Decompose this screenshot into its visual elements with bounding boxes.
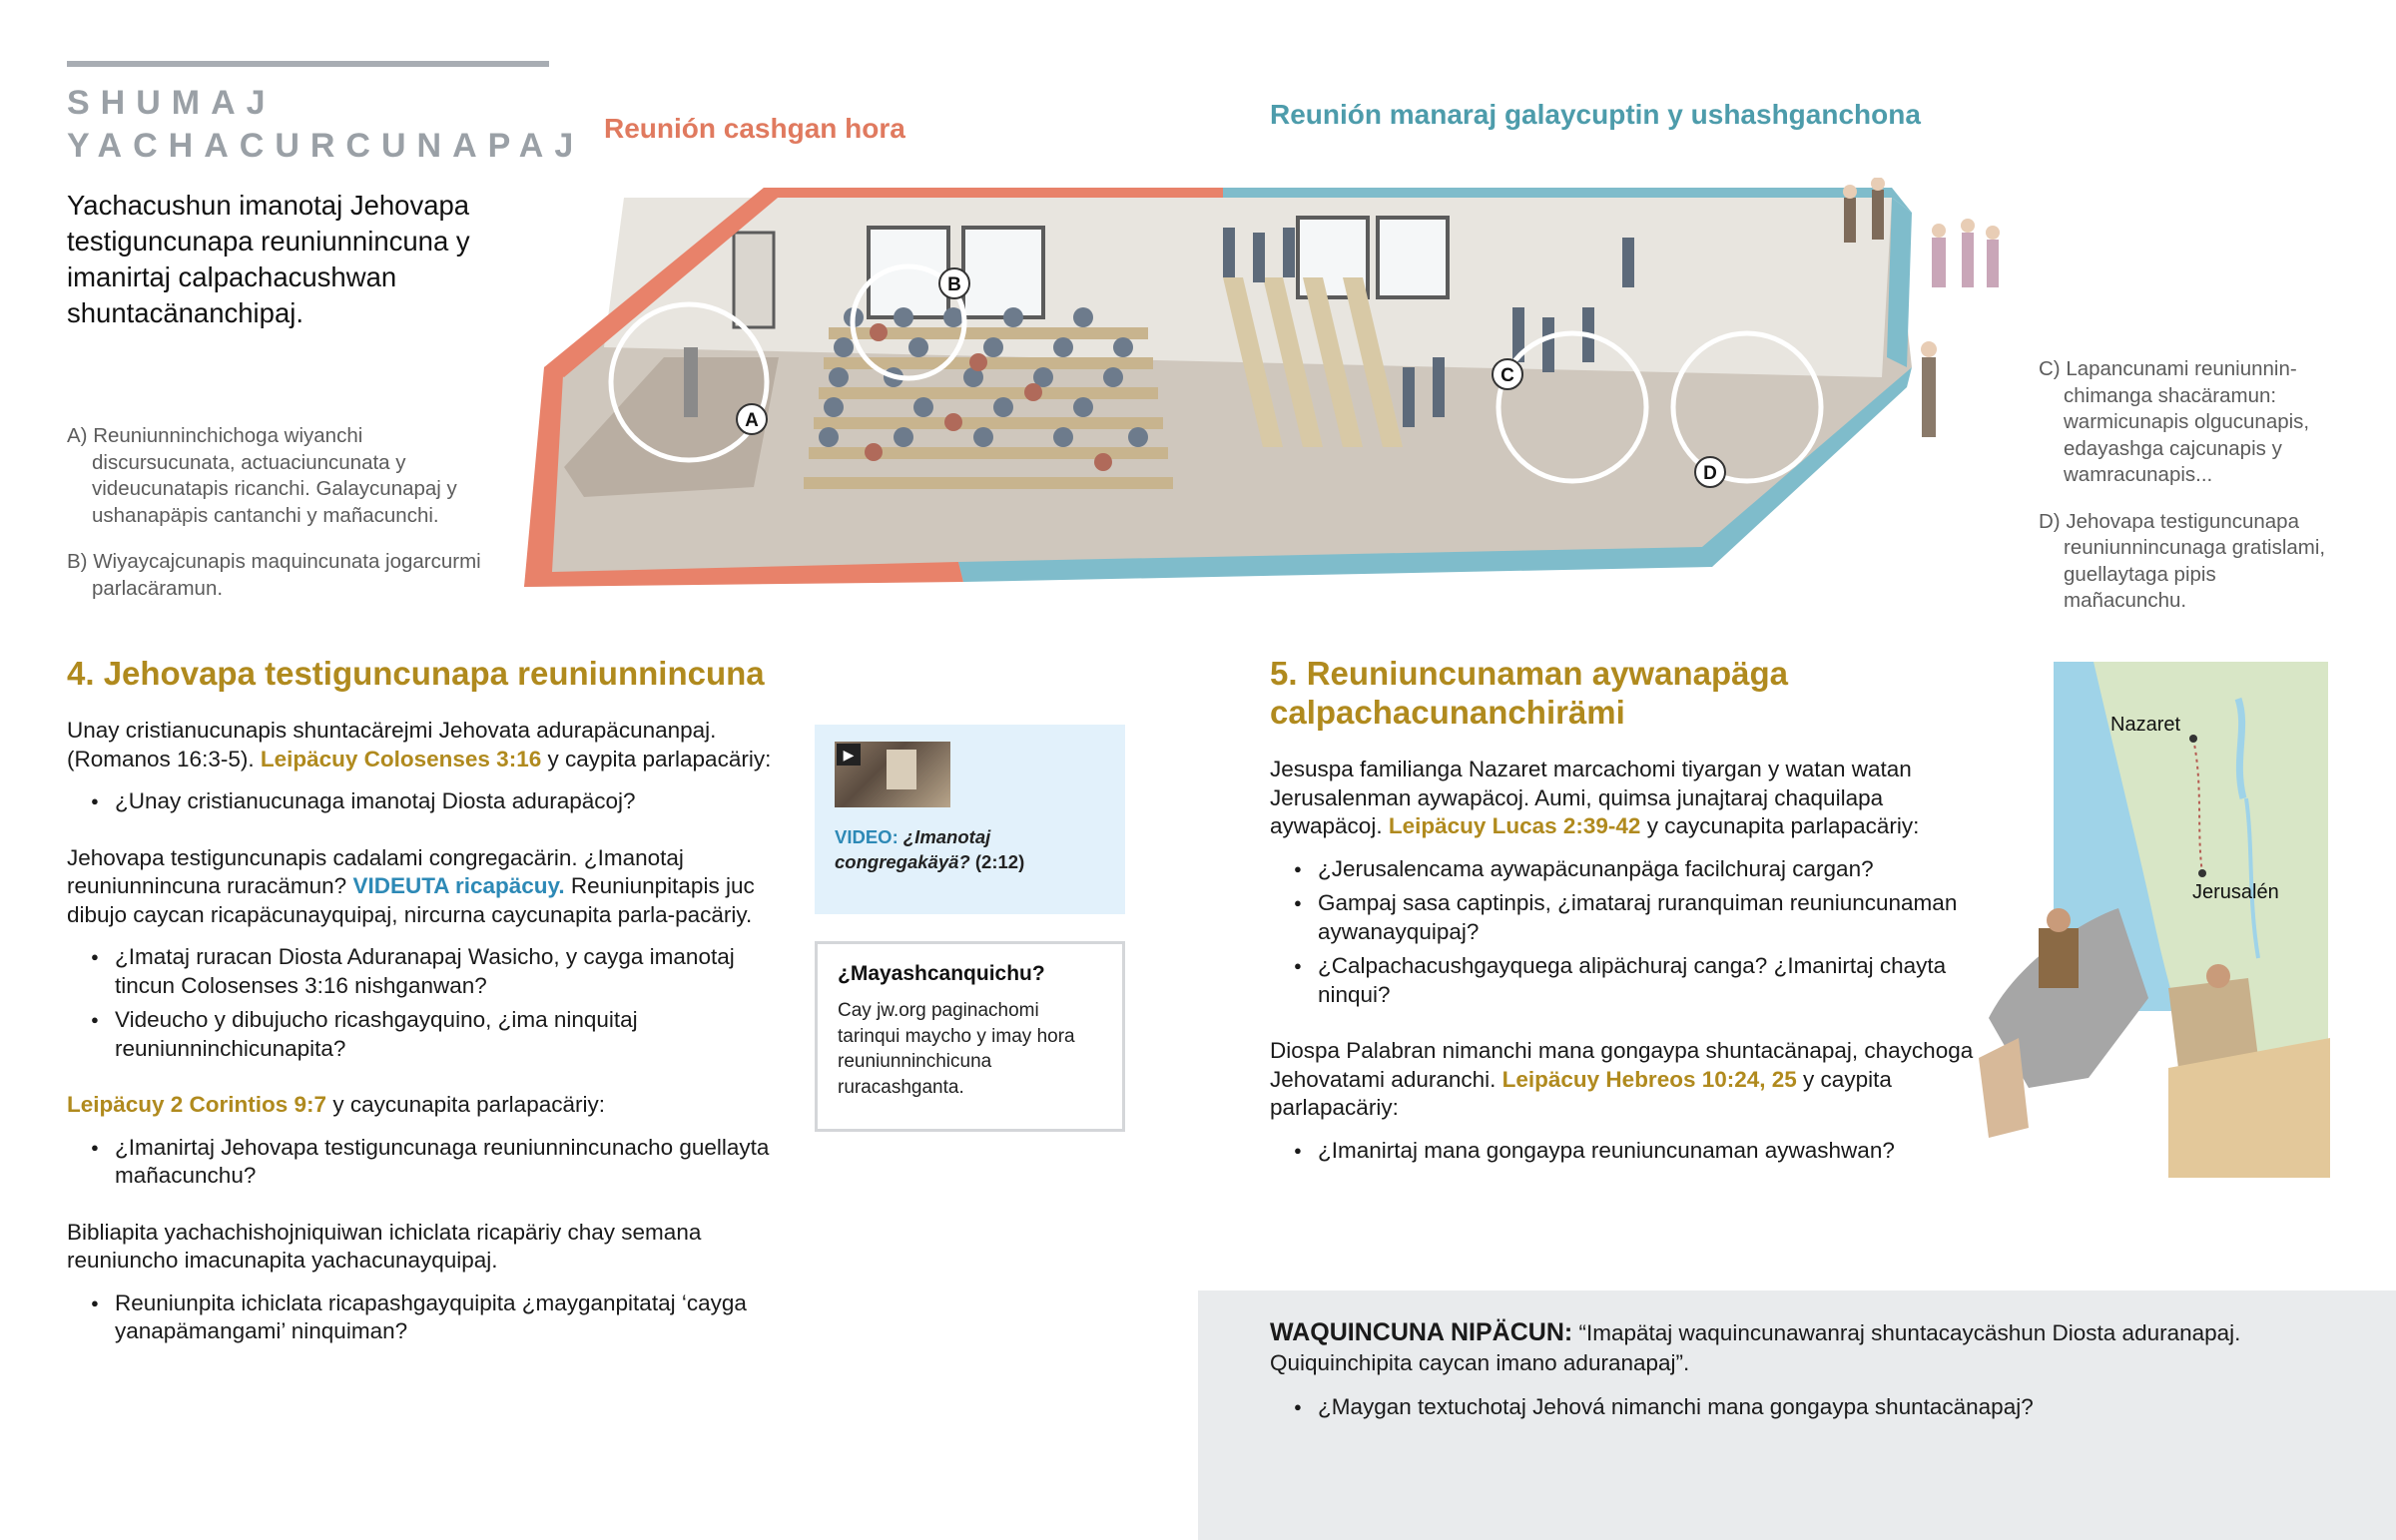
s4-question-2: ● ¿Imataj ruracan Diosta Aduranapaj Wasicho, y cayga imanotaj tincun Colosenses 3:16 nishganwan?: [67, 943, 786, 1000]
podium: [684, 347, 698, 417]
ref-lucas[interactable]: Leipäcuy Lucas 2:39-42: [1388, 813, 1641, 838]
homework: [1270, 1317, 2308, 1422]
did-you-know-box: [815, 941, 1125, 1132]
thumbnail-door: [887, 750, 916, 789]
homework-quote: “Imapätaj waquincunawanraj shuntacaycäshun Diosta aduranapaj. Quiquinchipita caycan imano aduranapaj”.: [1270, 1320, 2241, 1375]
intro-text: Yachacushun imanotaj Jehovapa testiguncunapa reuniunnincuna y imanirtaj calpachacushwan shuntacänanchipaj.: [67, 190, 470, 328]
s4-question-3: ● Videucho y dibujucho ricashgayquino, ¿ima ninquitaj reuniunninchicunapita?: [67, 1006, 786, 1063]
marker-d: [1695, 457, 1725, 487]
ref-colosenses[interactable]: Leipäcuy Colosenses 3:16: [260, 746, 542, 771]
header-rule: [67, 61, 549, 67]
caption-right: [2039, 356, 2338, 635]
section-4-body: [67, 717, 786, 1374]
ref-corintios[interactable]: Leipäcuy 2 Corintios 9:7: [67, 1092, 327, 1117]
arriving-people-illustration: [1822, 178, 2032, 477]
svg-text:B: B: [947, 274, 961, 295]
s4-question-1: ● ¿Unay cristianucunaga imanotaj Diosta adurapäcoj?: [67, 787, 786, 816]
svg-text:C: C: [1500, 365, 1514, 386]
caption-a: A) Reuniunninchichoga wiyanchi discursucunata, actuaciuncunata y videucunatapis ricanchi. Galaycunapaj y ushanapäpis cantanchi y mañacunchi.: [67, 424, 457, 527]
s5-question-2: ● Gampaj sasa captinpis, ¿imataraj ruranquiman reuniuncunaman aywanayquipaj?: [1270, 889, 1989, 946]
video-caption: VIDEO: ¿Imanotaj congregakäyä? (2:12): [835, 826, 1025, 872]
marker-b: [939, 268, 969, 298]
video-duration: (2:12): [974, 851, 1025, 872]
s4-questions-3: [67, 1134, 786, 1191]
video-box[interactable]: [815, 725, 1125, 914]
s4-questions-4: [67, 1289, 786, 1346]
s5-questions-2: [1270, 1137, 1989, 1166]
hall-svg: [524, 168, 1912, 607]
did-you-know-text: Cay jw.org paginachomi tarinqui maycho y imay hora reuniunninchicuna ruracashganta.: [838, 1000, 1075, 1098]
s5-question-3: ● ¿Calpachacushgayquega alipächuraj canga? ¿Imanirtaj chayta ninqui?: [1270, 952, 1989, 1009]
video-title: ¿Imanotaj congregakäyä?: [835, 826, 991, 872]
play-icon[interactable]: ▶: [837, 744, 861, 766]
homework-statement: [1270, 1317, 2308, 1378]
section-5-body: [1270, 756, 1989, 1193]
section-5-title: 5. Reuniuncunaman aywanapäga calpachacunanchirämi: [1270, 655, 1788, 731]
nazaret-dot: [2189, 735, 2197, 743]
homework-questions: [1270, 1392, 2308, 1422]
window-2: [963, 228, 1043, 317]
s4-paragraph-4: Bibliapita yachachishojniquiwan ichiclata ricapäriy chay semana reuniuncho imacunapita yachacunayquipaj.: [67, 1219, 702, 1273]
s5-question-1: ● ¿Jerusalencama aywapäcunanpäga facilchuraj cargan?: [1270, 855, 1989, 884]
traveler-1: [2039, 928, 2079, 988]
arriving-people-svg: [1822, 178, 2032, 477]
homework-title: WAQUINCUNA NIPÄCUN:: [1270, 1318, 1573, 1346]
marker-c: [1493, 359, 1522, 389]
jerusalen-dot: [2198, 869, 2206, 877]
s4-questions-2: [67, 943, 786, 1063]
s4-questions-1: [67, 787, 786, 816]
video-thumbnail[interactable]: [835, 742, 950, 807]
ref-hebreos[interactable]: Leipäcuy Hebreos 10:24, 25: [1501, 1066, 1797, 1092]
s5-paragraph-2: Diospa Palabran nimanchi mana gongaypa shuntacänapaj, chaychoga Jehovatami aduranchi. Leipäcuy Hebreos 10:24, 25 y caypita parlapacäriy:: [1270, 1038, 1974, 1120]
s5-questions-1: [1270, 855, 1989, 1010]
caption-b: B) Wiyaycajcunapis maquincunata jogarcurmi parlacäramun.: [67, 550, 481, 600]
s4-question-4: ● ¿Imanirtaj Jehovapa testiguncunaga reuniunnincunacho guellayta mañacunchu?: [67, 1134, 786, 1191]
back-edge-left: [764, 188, 1223, 198]
s4-question-5: ● Reuniunpita ichiclata ricapashgayquipita ¿mayganpitataj ‘cayga yanapämangami’ ninquiman?: [67, 1289, 786, 1346]
label-before-after-meeting: Reunión manaraj galaycuptin y ushashganchona: [1270, 99, 1921, 130]
map-svg: [1919, 659, 2330, 1233]
s4-paragraph-3: Leipäcuy 2 Corintios 9:7 y caycunapita parlapacäriy:: [67, 1092, 605, 1117]
marker-a: [737, 404, 767, 434]
lake: [2238, 699, 2243, 798]
svg-text:D: D: [1703, 463, 1717, 484]
caption-c: C) Lapancunami reuniunnin-chimanga shacäramun: warmicunapis olgucunapis, edayashga cajcunapis y wamracunapis...: [2039, 357, 2310, 486]
door-left: [734, 233, 774, 327]
homework-question-1: ● ¿Maygan textuchotaj Jehová nimanchi mana gongaypa shuntacänapaj?: [1270, 1392, 2308, 1422]
section-4-title: 4. Jehovapa testiguncunapa reuniunnincuna: [67, 655, 765, 692]
label-during-meeting: Reunión cashgan hora: [604, 113, 905, 144]
s5-paragraph-1: Jesuspa familianga Nazaret marcachomi tiyargan y watan watan Jerusalenman aywapäcoj. Aumi, quimsa junajtaraj chaquilapa aywapäcoj. Leipäcuy Lucas 2:39-42 y caycunapita parlapacäriy:: [1270, 757, 1920, 838]
window-4: [1378, 218, 1448, 297]
s4-paragraph-2: Jehovapa testiguncunapis cadalami congregacärin. ¿Imanotaj reuniunnincuna ruracämun? VIDEUTA ricapäcuy. Reuniunpitapis juc dibujo caycan ricapäcunayquipaj, nircurna caycunapita parla-pacäriy.: [67, 844, 755, 927]
svg-text:A: A: [745, 410, 759, 431]
video-link[interactable]: VIDEUTA ricapäcuy.: [352, 873, 565, 898]
kingdom-hall-illustration: [524, 168, 1912, 607]
label-nazaret: Nazaret: [2110, 714, 2181, 736]
map-illustration: [1919, 659, 2330, 1233]
caption-left: [67, 423, 506, 622]
s5-question-4: ● ¿Imanirtaj mana gongaypa reuniuncunaman aywashwan?: [1270, 1137, 1989, 1166]
caption-d: D) Jehovapa testiguncunapa reuniunnincunaga gratislami, guellaytaga pipis mañacunchu.: [2039, 509, 2326, 612]
did-you-know-title: ¿Mayashcanquichu?: [838, 962, 1045, 985]
section-title: SHUMAJ YACHACURCUNAPAJ: [67, 84, 585, 165]
label-jerusalen: Jerusalén: [2192, 881, 2279, 903]
s4-paragraph-1: Unay cristianucunapis shuntacärejmi Jehovata adurapäcunanpaj. (Romanos 16:3-5). Leipäcuy Colosenses 3:16 y caypita parlapacäriy:: [67, 718, 772, 771]
